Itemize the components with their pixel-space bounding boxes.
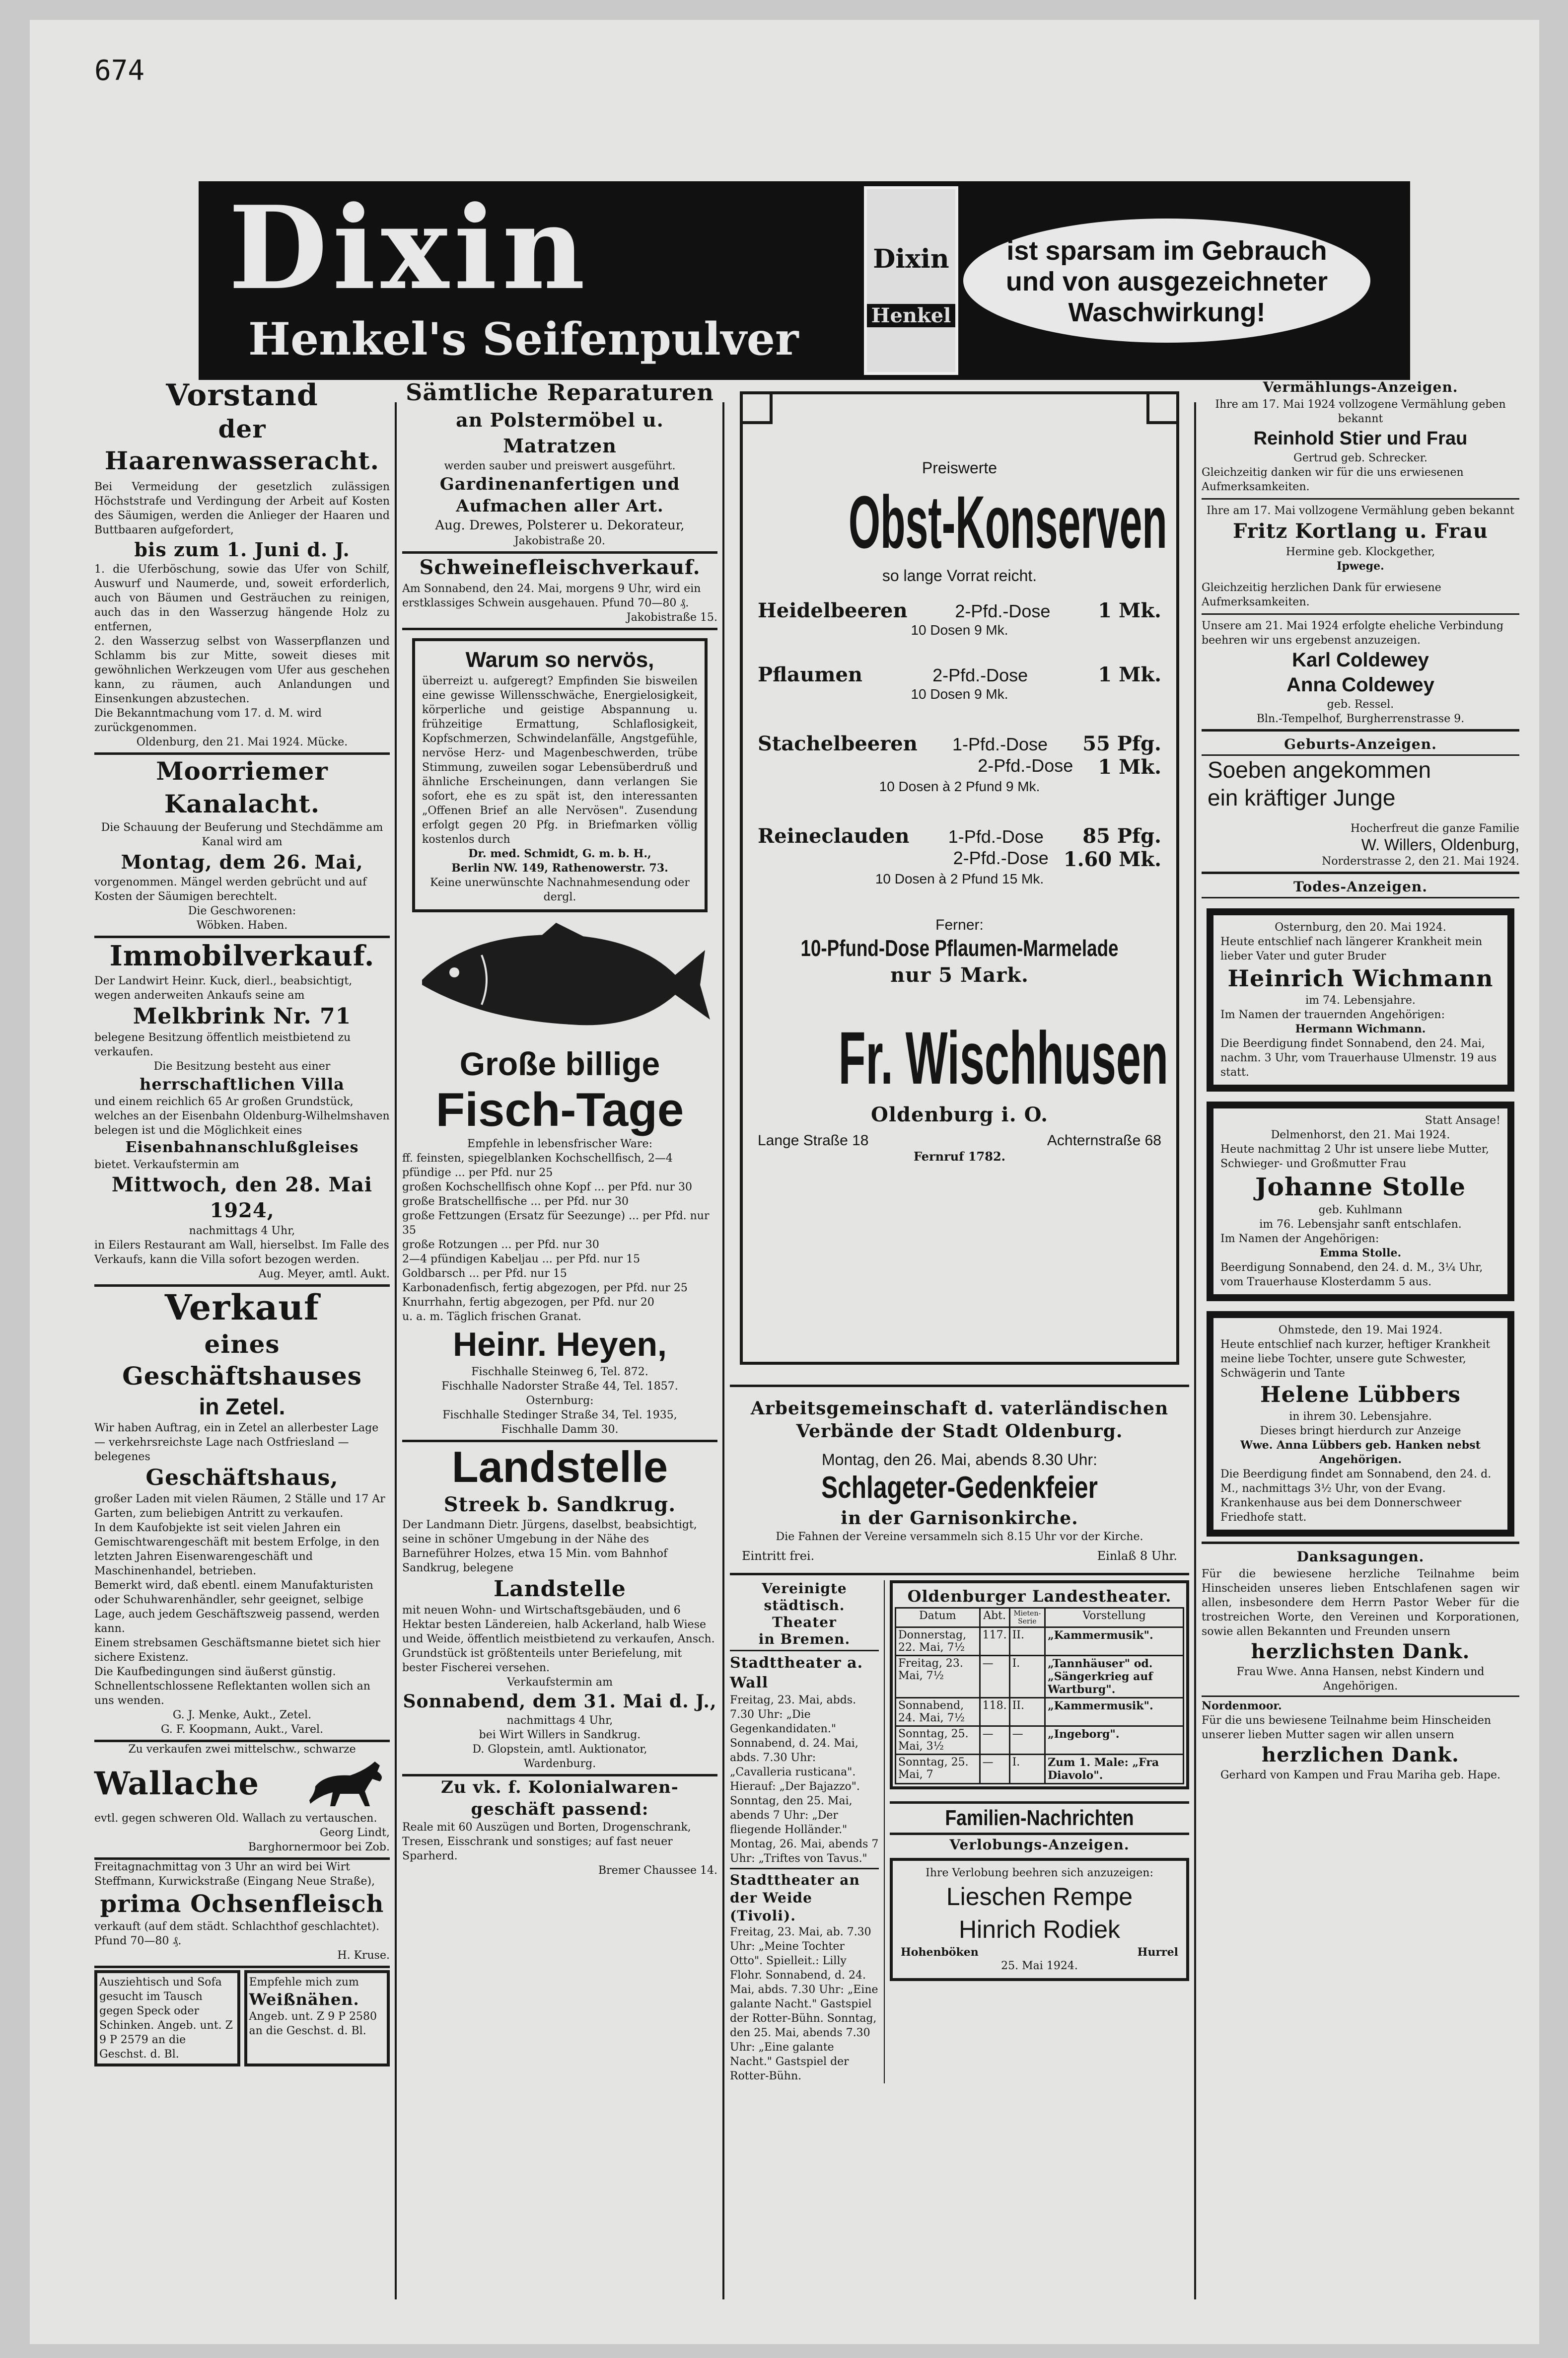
arb-event: Schlageter-Gedenkfeier: [821, 1471, 1098, 1505]
ausziehtisch-ad: Ausziehtisch und Sofa gesucht im Tausch gegen Speck oder Schinken. Angeb. unt. Z 9 P 2579 an die Geschst. d. Bl.: [94, 1970, 240, 2066]
verm3-address: Bln.-Tempelhof, Burgherrenstrasse 9.: [1256, 713, 1465, 725]
divider: [730, 1650, 879, 1651]
moor-date: Montag, dem 26. Mai,: [121, 851, 363, 873]
obst-title: Obst-Konserven: [848, 480, 1167, 564]
vorstand-heading-2: der Haarenwasseracht.: [104, 414, 380, 475]
verlobung-heading: Verlobungs-Anzeigen.: [949, 1837, 1130, 1853]
ochsen-body-2: verkauft (auf dem städt. Schlachthof geschlachtet). Pfund 70—80 ₰.: [94, 1920, 380, 1947]
vorstand-note: Die Bekanntmachung vom 17. d. M. wird zurückgenommen.: [94, 707, 322, 734]
heidel-size: 2-Pfd.-Dose: [955, 601, 1051, 621]
marmelade-line-2: nur 5 Mark.: [890, 963, 1029, 987]
immo-body-5: bietet. Verkaufstermin am: [94, 1159, 239, 1171]
bremen-theater: [730, 1580, 879, 2083]
immo-time: nachmittags 4 Uhr,: [189, 1225, 295, 1237]
tod1-mourn: Im Namen der trauernden Angehörigen:: [1220, 1009, 1445, 1021]
tod1-age: im 74. Lebensjahre.: [1305, 994, 1416, 1007]
heyen-line-5: Fischhalle Damm 30.: [501, 1423, 619, 1436]
horse-icon: [305, 1757, 390, 1811]
verm1-intro: Ihre am 17. Mai 1924 vollzogene Vermählung geben bekannt: [1215, 398, 1506, 425]
table-cell: II.: [1009, 1627, 1045, 1656]
tod2-body: Heute nachmittag 2 Uhr ist unsere liebe Mutter, Schwieger- und Großmutter Frau: [1220, 1143, 1489, 1170]
verm2-thanks: Gleichzeitig herzlichen Dank für erwiesene Aufmerksamkeiten.: [1202, 582, 1441, 608]
landstelle-body-2: mit neuen Wohn- und Wirtschaftsgebäuden, und 6 Hektar besten Ländereien, halb Ackerland, halb Wiese und Weide, öffentlich meistbietend zu verkaufen, Ansch. Grundstück ist größtenteils unter Beriefelung, mit bester Fischerei versehen.: [402, 1604, 715, 1674]
immo-body-4: und einem reichlich 65 Ar großen Grundstück, welches an der Eisenbahn Oldenburg-Wilhelmshaven belegen ist und die Möglichkeit eines: [94, 1096, 390, 1137]
bremen-heading-3: in Bremen.: [758, 1631, 851, 1647]
dixin-slogan-1: ist sparsam im Gebrauch: [1006, 236, 1327, 266]
vorstand-body: Bei Vermeidung der gesetzlich zulässigen Höchststrafe und Verdingung der Arbeit auf Kosten des Säumigen, werden die Anlieger der Haaren und Buttbaaren aufgefordert,: [94, 481, 390, 536]
verm1-nee: Gertrud geb. Schrecker.: [1293, 452, 1427, 464]
verkauf-signature-1: G. J. Menke, Aukt., Zetel.: [172, 1709, 312, 1721]
arbeitsgemeinschaft-ad: [730, 1387, 1189, 1573]
oldenburg-theater-box: [890, 1580, 1189, 1789]
divider: [1202, 1695, 1519, 1697]
geburt-line-2: ein kräftiger Junge: [1208, 785, 1396, 811]
obituary-luebbers: [1207, 1311, 1514, 1537]
table-cell: Sonntag, 25. Mai, 7: [896, 1755, 980, 1784]
verkauf-body-5: Einem strebsamen Geschäftsmanne bietet sich hier sichere Existenz.: [94, 1637, 380, 1664]
schwein-address: Jakobistraße 15.: [626, 611, 717, 624]
geburt-address: Norderstrasse 2, den 21. Mai 1924.: [1322, 855, 1519, 868]
small-ads-row: [94, 1970, 390, 2066]
verkauf-body-2: großer Laden mit vielen Räumen, 2 Ställe und 17 Ar Garten, zum beliebigen Antritt zu verkaufen.: [94, 1493, 385, 1520]
divider: [730, 1573, 1189, 1575]
vorstand-item-1: 1. die Uferböschung, sowie das Ufer von Schilf, Auswurf und Naumerde, und, soweit erforderlich, auch von Bäumen und Gesträuchen zu reinigen, auch das in den Wasserzug hängende Holz zu entfernen,: [94, 563, 390, 633]
tod3-age: in ihrem 30. Lebensjahre.: [1289, 1410, 1432, 1423]
dank2-place: Nordenmoor.: [1202, 1699, 1282, 1712]
tod1-sign: Hermann Wichmann.: [1295, 1023, 1426, 1035]
heidel-price: 1 Mk.: [1098, 599, 1161, 622]
weissnaehen-body: Angeb. unt. Z 9 P 2580 an die Geschst. d. Bl.: [249, 2010, 377, 2037]
table-cell: „Ingeborg".: [1045, 1726, 1184, 1755]
kolonial-body: Reale mit 60 Auszügen und Borten, Drogenschrank, Tresen, Eisschrank und sonstiges; auf fast neuer Sparherd.: [402, 1821, 691, 1862]
verlobung-intro: Ihre Verlobung beehren sich anzuzeigen:: [926, 1867, 1153, 1879]
verkauf-body: Wir haben Auftrag, ein in Zetel an allerbester Lage — verkehrsreichste Lage nach Ostfriesland — belegenes: [94, 1422, 379, 1463]
heidel-row: [758, 599, 1161, 622]
pflaumen-size: 2-Pfd.-Dose: [932, 665, 1028, 685]
fisch-item-9: Knurrhahn, fertig abgezogen, per Pfd. nur 20: [402, 1296, 654, 1309]
heyen-line-2: Fischhalle Nadorster Straße 44, Tel. 1857.: [441, 1380, 678, 1393]
immo-signature: Aug. Meyer, amtl. Aukt.: [258, 1268, 390, 1280]
divider: [94, 1966, 390, 1968]
moor-body: Die Schauung der Beuferung und Stechdämme am Kanal wird am: [101, 821, 383, 848]
tod3-sign: Wwe. Anna Lübbers geb. Hanken nebst Angehörigen.: [1240, 1439, 1481, 1466]
corner-ornament: [743, 394, 773, 424]
verm1-thanks: Gleichzeitig danken wir für die uns erwiesenen Aufmerksamkeiten.: [1202, 466, 1464, 493]
stachel-bulk: 10 Dosen à 2 Pfund 9 Mk.: [879, 779, 1040, 794]
geburt-heading: Geburts-Anzeigen.: [1284, 736, 1437, 752]
obst-konserven-ad: [740, 391, 1179, 1365]
verm2-nee: Hermine geb. Klockgether,: [1285, 546, 1435, 558]
table-cell: —: [1009, 1726, 1045, 1755]
verkauf-body-3: In dem Kaufobjekte ist seit vielen Jahren ein Gemischtwarengeschäft mit bestem Erfolge, in den letzten Jahren Eisenwarengeschäft und Maschinenhandel, betrieben.: [94, 1522, 380, 1577]
divider: [1202, 1542, 1519, 1544]
table-cell: I.: [1009, 1755, 1045, 1784]
heyen-line-3: Osternburg:: [526, 1395, 594, 1407]
tod1-body: Heute entschlief nach längerer Krankheit mein lieber Vater und guter Bruder: [1220, 936, 1483, 962]
wischhusen-addresses: [758, 1132, 1161, 1149]
stachel-size-1: 1-Pfd.-Dose: [952, 734, 1048, 754]
verkauf-place: in Zetel.: [199, 1394, 285, 1419]
landstelle-date: Sonnabend, dem 31. Mai d. J.,: [403, 1691, 717, 1712]
verm2-place: Ipwege.: [1337, 560, 1384, 573]
vermaehlung-heading: Vermählungs-Anzeigen.: [1263, 379, 1458, 395]
dixin-package-image: [864, 186, 958, 375]
reine-price-2: 1.60 Mk.: [1063, 848, 1161, 871]
page-number: 674: [94, 55, 145, 87]
verkauf-heading-1: Verkauf: [164, 1287, 320, 1328]
wallach-heading: Wallache: [94, 1765, 260, 1802]
reine-name: Reineclauden: [758, 824, 910, 848]
table-cell: Sonnabend, 24. Mai, 7½: [896, 1698, 980, 1726]
landstelle-heading-2: Landstelle: [494, 1576, 626, 1602]
reparaturen-signature: Aug. Drewes, Polsterer u. Dekorateur,: [435, 518, 685, 533]
wischhusen-phone: Fernruf 1782.: [913, 1149, 1005, 1164]
verm1-name: Reinhold Stier und Frau: [1253, 428, 1468, 449]
column-divider: [722, 402, 724, 2299]
table-row: [896, 1726, 1184, 1755]
divider: [402, 628, 717, 630]
verm3-name-1: Karl Coldewey: [1292, 649, 1429, 671]
dixin-slogan-2: und von ausgezeichneter: [1005, 267, 1328, 296]
divider: [1202, 729, 1519, 732]
arb-entry: Einlaß 8 Uhr.: [1097, 1549, 1177, 1563]
bremen-heading-1: Vereinigte: [762, 1580, 847, 1597]
dixin-package-maker: Henkel: [867, 304, 955, 327]
reine-row-2: [758, 848, 1161, 871]
immo-body-6: in Eilers Restaurant am Wall, hierselbst. Im Falle des Verkaufs, kann die Villa sofort bezogen werden.: [94, 1239, 389, 1266]
stachel-price-1: 55 Pfg.: [1082, 732, 1161, 755]
fisch-item-7: Goldbarsch ... per Pfd. nur 15: [402, 1267, 567, 1280]
landstelle-signature: D. Glopstein, amtl. Auktionator,: [472, 1743, 647, 1756]
heyen-heading: Heinr. Heyen,: [453, 1326, 667, 1363]
vorstand-signature: Oldenburg, den 21. Mai 1924. Mücke.: [136, 736, 348, 748]
obst-pretitle: Preiswerte: [922, 459, 998, 477]
verkauf-heading-2: eines Geschäftshauses: [122, 1329, 362, 1391]
obituary-wichmann: [1207, 908, 1514, 1092]
column-1: [94, 377, 390, 2066]
weissnaehen-heading: Weißnähen.: [249, 1990, 359, 2009]
immo-rail: Eisenbahnanschlußgleises: [125, 1139, 359, 1156]
table-row: [896, 1698, 1184, 1726]
theater-col-abt: Abt.: [980, 1608, 1009, 1627]
fisch-item-6: 2—4 pfündigen Kabeljau ... per Pfd. nur 15: [402, 1253, 641, 1265]
tod2-nee: geb. Kuhlmann: [1318, 1204, 1403, 1216]
fisch-item-2: großen Kochschellfisch ohne Kopf ... per Pfd. nur 30: [402, 1181, 692, 1193]
immo-villa: herrschaftlichen Villa: [140, 1075, 345, 1094]
table-cell: Zum 1. Male: „Fra Diavolo".: [1045, 1755, 1184, 1784]
stachel-price-2: 1 Mk.: [1098, 755, 1161, 779]
geburt-body: Hocherfreut die ganze Familie: [1350, 822, 1519, 835]
moor-signature-names: Wöbken. Haben.: [196, 919, 288, 932]
pflaumen-bulk: 10 Dosen 9 Mk.: [911, 686, 1008, 702]
reparaturen-address: Jakobistraße 20.: [514, 535, 606, 547]
ochsen-heading: prima Ochsenfleisch: [100, 1890, 384, 1918]
stachel-row-1: [758, 732, 1161, 755]
column-2: [402, 377, 717, 1878]
immo-body-2: belegene Besitzung öffentlich meistbietend zu verkaufen.: [94, 1032, 351, 1058]
heidel-bulk: 10 Dosen 9 Mk.: [911, 622, 1008, 638]
reine-size-1: 1-Pfd.-Dose: [948, 826, 1044, 847]
column-3: [730, 377, 1189, 2083]
tod2-name: Johanne Stolle: [1255, 1172, 1466, 1201]
verm3-nee: geb. Ressel.: [1327, 698, 1394, 711]
nervoes-company: Dr. med. Schmidt, G. m. b. H.,: [468, 847, 651, 860]
table-cell: „Tannhäuser" od. „Sängerkrieg auf Wartburg".: [1045, 1656, 1184, 1698]
wallach-body: evtl. gegen schweren Old. Wallach zu vertauschen.: [94, 1812, 377, 1825]
wallach-signature: Georg Lindt,: [319, 1827, 390, 1839]
fisch-item-1: ff. feinsten, spiegelblanken Kochschellfisch, 2—4 pfündige ... per Pfd. nur 25: [402, 1152, 673, 1179]
dank1-sign: Frau Wwe. Anna Hansen, nebst Kindern und Angehörigen.: [1236, 1666, 1485, 1693]
table-cell: I.: [1009, 1656, 1045, 1698]
geburt-name: W. Willers, Oldenburg,: [1361, 836, 1519, 854]
verm2-name: Fritz Kortlang u. Frau: [1233, 519, 1488, 543]
landstelle-body-3: bei Wirt Willers in Sandkrug.: [479, 1729, 641, 1741]
divider: [730, 1868, 879, 1869]
column-divider: [884, 1580, 885, 2083]
fischtage-intro: Empfehle in lebensfrischer Ware:: [467, 1138, 652, 1150]
tod1-funeral: Die Beerdigung findet Sonnabend, den 24. Mai, nachm. 3 Uhr, vom Trauerhause Ulmenstr. 19 aus statt.: [1220, 1037, 1497, 1079]
gardinen-heading-1: Gardinenanfertigen und: [439, 474, 680, 494]
immo-street: Melkbrink Nr. 71: [133, 1004, 352, 1029]
verm2-intro: Ihre am 17. Mai vollzogene Vermählung geben bekannt: [1207, 505, 1514, 517]
table-cell: Donnerstag, 22. Mai, 7½: [896, 1627, 980, 1656]
wallach-intro: Zu verkaufen zwei mittelschw., schwarze: [128, 1743, 356, 1756]
kolonial-heading-2: geschäft passend:: [471, 1799, 649, 1819]
divider: [1202, 498, 1519, 500]
newspaper-page: [30, 20, 1539, 2344]
landstelle-place: Streek b. Sandkrug.: [443, 1493, 676, 1516]
kolonial-heading-1: Zu vk. f. Kolonialwaren-: [441, 1777, 679, 1797]
ochsen-body: Freitagnachmittag von 3 Uhr an wird bei Wirt Steffmann, Kurwickstraße (Eingang Neue Straße),: [94, 1861, 375, 1888]
reine-row-1: [758, 824, 1161, 848]
verkauf-body-4: Bemerkt wird, daß ebentl. einem Manufakturisten oder Schuhwarenhändler, sehr geeignet, selbige Lage, auch jedem Geschäftszweig passend, werden kann.: [94, 1579, 380, 1635]
table-cell: „Kammermusik".: [1045, 1627, 1184, 1656]
verlobung-place-2: Hurrel: [1137, 1946, 1178, 1959]
stachel-row-2: [758, 755, 1161, 779]
tod1-date: Osternburg, den 20. Mai 1924.: [1275, 921, 1446, 934]
nervoes-address: Berlin NW. 149, Rathenowerstr. 73.: [451, 862, 668, 875]
obituary-stolle: [1207, 1102, 1514, 1301]
pflaumen-price: 1 Mk.: [1098, 663, 1161, 686]
ferner-label: Ferner:: [935, 917, 984, 933]
reine-bulk: 10 Dosen à 2 Pfund 15 Mk.: [875, 871, 1044, 886]
wischhusen-firm: Fr. Wischhusen: [838, 1016, 1168, 1100]
table-cell: Sonntag, 25. Mai, 3½: [896, 1726, 980, 1755]
moor-heading: Moorriemer Kanalacht.: [156, 756, 328, 818]
dank2-sign: Gerhard von Kampen und Frau Mariha geb. Hape.: [1220, 1769, 1501, 1781]
verlobung-date: 25. Mai 1924.: [1001, 1960, 1078, 1972]
verm3-intro: Unsere am 21. Mai 1924 erfolgte eheliche Verbindung beehren wir uns ergebenst anzuzeigen.: [1202, 620, 1504, 647]
tod2-sign: Emma Stolle.: [1319, 1247, 1402, 1259]
oldenburg-theater-area: [890, 1580, 1189, 2083]
reparaturen-heading-2: an Polstermöbel u. Matratzen: [456, 409, 664, 457]
tod3-name: Helene Lübbers: [1260, 1382, 1461, 1407]
landstelle-time: nachmittags 4 Uhr,: [506, 1714, 613, 1727]
theater-col-datum: Datum: [896, 1608, 980, 1627]
tod1-name: Heinrich Wichmann: [1227, 965, 1494, 992]
table-cell: 117.: [980, 1627, 1009, 1656]
theater-table-header: [896, 1608, 1184, 1627]
immo-heading: Immobilverkauf.: [109, 940, 375, 972]
nervoes-body: überreizt u. aufgeregt? Empfinden Sie bisweilen eine gewisse Willensschwäche, Energielosigkeit, körperliche und geistige Abspannung u. frühzeitige Ermattung, Schlaflosigkeit, Kopfschmerzen, Schwindelanfälle, Angstgefühle, nervöse Herz- und Magenbeschwerden, trübe Stimmung, zuweilen sogar Lebensüberdruß und ähnliche Erscheinungen, dann verlangen Sie sofort, ehe es zu spät ist, den interessanten „Offenen Brief an alle Nervösen". Zusendung erfolgt gegen 20 Pfg. in Briefmarken völlig kostenlos durch: [422, 675, 698, 846]
tod3-body-2: Dieses bringt hierdurch zur Anzeige: [1260, 1425, 1461, 1437]
arb-event-place: in der Garnisonkirche.: [841, 1508, 1078, 1529]
schwein-body: Am Sonnabend, den 24. Mai, morgens 9 Uhr, wird ein erstklassiges Schwein ausgehauen. Pfund 70—80 ₰.: [402, 583, 701, 609]
arb-free: Eintritt frei.: [742, 1549, 815, 1563]
arb-date: Montag, den 26. Mai, abends 8.30 Uhr:: [821, 1451, 1097, 1469]
arb-heading-1: Arbeitsgemeinschaft d. vaterländischen: [750, 1398, 1169, 1419]
wallach-heading-row: [94, 1757, 390, 1811]
pflaumen-name: Pflaumen: [758, 663, 863, 686]
vorstand-heading-1: Vorstand: [166, 378, 318, 413]
verm3-name-2: Anna Coldewey: [1286, 674, 1434, 696]
table-row: [896, 1656, 1184, 1698]
danksagung-heading: Danksagungen.: [1296, 1548, 1425, 1565]
tod2-head: Statt Ansage!: [1425, 1114, 1500, 1127]
verkauf-haus: Geschäftshaus,: [145, 1465, 339, 1490]
stachel-name: Stachelbeeren: [758, 732, 918, 755]
fisch-item-5: große Rotzungen ... per Pfd. nur 30: [402, 1239, 599, 1251]
weissnaehen-ad: [244, 1970, 390, 2066]
divider: [1202, 897, 1519, 898]
reine-size-2: 2-Pfd.-Dose: [953, 848, 1049, 868]
table-cell: —: [980, 1656, 1009, 1698]
table-cell: 118.: [980, 1698, 1009, 1726]
bremen-heading-2: städtisch. Theater: [764, 1597, 845, 1630]
heidel-name: Heidelbeeren: [758, 599, 908, 622]
weissnaehen-intro: Empfehle mich zum: [249, 1976, 359, 1989]
weide-theater-program: Freitag, 23. Mai, ab. 7.30 Uhr: „Meine Tochter Otto". Spielleit.: Lilly Flohr. Sonnabend, d. 24. Mai, abds. 7.30 Uhr: „Eine galante Nacht." Gastspiel der Rotter-Bühn. Sonntag, den 25. Mai, abends 7.30 Uhr: „Eine galante Nacht." Gastspiel der Rotter-Bühn.: [730, 1926, 878, 2082]
tod3-body: Heute entschlief nach kurzer, heftiger Krankheit meine liebe Tochter, unsere gute Schwester, Schwägerin und Tante: [1220, 1338, 1491, 1380]
table-cell: Freitag, 23. Mai, 7½: [896, 1656, 980, 1698]
heyen-line-1: Fischhalle Steinweg 6, Tel. 872.: [471, 1366, 648, 1378]
table-cell: II.: [1009, 1698, 1045, 1726]
nervoes-heading: Warum so nervös,: [465, 648, 654, 672]
landstelle-body: Der Landmann Dietr. Jürgens, daselbst, beabsichtigt, seine in schöner Umgebung in der Nähe des Barneführer Holzes, etwa 15 Min. vom Bahnhof Sandkrug, belegene: [402, 1519, 697, 1574]
verlobung-name-2: Hinrich Rodiek: [958, 1916, 1121, 1943]
address-right: Achternstraße 68: [1047, 1132, 1161, 1149]
column-divider: [1194, 402, 1196, 2299]
table-cell: „Kammermusik".: [1045, 1698, 1184, 1726]
arb-heading-2: Verbände der Stadt Oldenburg.: [796, 1421, 1123, 1442]
fischtage-heading-2: Fisch-Tage: [435, 1083, 684, 1136]
immo-body-3: Die Besitzung besteht aus einer: [153, 1060, 331, 1073]
vorstand-item-2: 2. den Wasserzug selbst von Wasserpflanzen und Schlamm bis zur Mitte, soweit dieses mit gewöhnlichen Werkzeugen vom Ufer aus geschehen kann, zu räumen, auch Anlandungen und Einsenkungen abzustechen.: [94, 635, 390, 705]
fisch-item-3: große Bratschellfische ... per Pfd. nur 30: [402, 1195, 629, 1208]
wischhusen-city: Oldenburg i. O.: [870, 1103, 1049, 1126]
immo-body: Der Landwirt Heinr. Kuck, dierl., beabsichtigt, wegen anderweiten Ankaufs seine am: [94, 975, 353, 1002]
corner-ornament: [1146, 394, 1176, 424]
divider: [1202, 613, 1519, 615]
theater-row: [730, 1580, 1189, 2083]
theater-col-vorstellung: Vorstellung: [1045, 1608, 1184, 1627]
stachel-size-2: 2-Pfd.-Dose: [978, 755, 1073, 776]
vorstand-deadline: bis zum 1. Juni d. J.: [134, 538, 350, 561]
theater-col-miete: Mieten-Serie: [1009, 1608, 1045, 1627]
tod3-date: Ohmstede, den 19. Mai 1924.: [1278, 1324, 1443, 1336]
reparaturen-heading-1: Sämtliche Reparaturen: [406, 379, 714, 406]
verkauf-body-6: Die Kaufbedingungen sind äußerst günstig. Schnellentschlossene Reflektanten wollen sich an uns wenden.: [94, 1666, 370, 1707]
nervoes-ad-box: [412, 638, 708, 912]
fisch-item-8: Karbonadenfisch, fertig abgezogen, per Pfd. nur 25: [402, 1282, 688, 1294]
obst-subtitle: so lange Vorrat reicht.: [882, 567, 1037, 585]
nervoes-footer: Keine unerwünschte Nachnahmesendung oder dergl.: [430, 877, 690, 903]
dixin-slogan-oval: [963, 219, 1370, 343]
verlobung-ad: [890, 1858, 1189, 1981]
landstelle-term: Verkaufstermin am: [507, 1676, 613, 1689]
verkauf-signature-2: G. F. Koopmann, Aukt., Varel.: [160, 1723, 324, 1736]
weide-theater-heading: Stadttheater an der Weide (Tivoli).: [730, 1872, 860, 1924]
immo-date: Mittwoch, den 28. Mai 1924,: [111, 1173, 373, 1222]
landstelle-heading: Landstelle: [451, 1442, 668, 1491]
moor-body-2: vorgenommen. Mängel werden gebrücht und auf Kosten der Säumigen berechtelt.: [94, 876, 367, 903]
tod2-mourn: Im Namen der Angehörigen:: [1220, 1233, 1379, 1245]
wallach-place: Barghornermoor bei Zob.: [248, 1841, 390, 1853]
ochsen-signature: H. Kruse.: [337, 1949, 390, 1962]
dixin-ad-banner: [199, 181, 1410, 380]
todes-heading: Todes-Anzeigen.: [1293, 879, 1427, 895]
gardinen-heading-2: Aufmachen aller Art.: [456, 496, 664, 516]
fisch-item-10: u. a. m. Täglich frischen Granat.: [402, 1311, 581, 1323]
moor-signature-label: Die Geschworenen:: [188, 905, 296, 917]
divider: [1202, 872, 1519, 874]
fischtage-heading-1: Große billige: [459, 1045, 660, 1082]
fisch-item-4: große Fettzungen (Ersatz für Seezunge) ... per Pfd. nur 35: [402, 1210, 710, 1237]
fish-icon: [407, 920, 715, 1044]
theater-title: Oldenburger Landestheater.: [907, 1587, 1172, 1606]
arb-body: Die Fahnen der Vereine versammeln sich 8.15 Uhr vor der Kirche.: [776, 1531, 1143, 1543]
table-row: [896, 1755, 1184, 1784]
table-cell: —: [980, 1726, 1009, 1755]
reine-price-1: 85 Pfg.: [1082, 824, 1161, 848]
arb-footer: [742, 1549, 1177, 1563]
heyen-line-4: Fischhalle Stedinger Straße 34, Tel. 1935,: [442, 1409, 677, 1421]
kolonial-address: Bremer Chaussee 14.: [598, 1864, 717, 1877]
dixin-brand: Dixin: [228, 181, 590, 315]
geburt-line-1: Soeben angekommen: [1208, 757, 1431, 783]
dixin-slogan-3: Waschwirkung!: [1068, 297, 1266, 327]
column-divider: [395, 402, 397, 2299]
table-row: [896, 1627, 1184, 1656]
dank2-body: Für die uns bewiesene Teilnahme beim Hinscheiden unserer lieben Mutter sagen wir allen unsern: [1202, 1714, 1492, 1741]
verlobung-place-1: Hohenböken: [901, 1946, 979, 1959]
tod2-date: Delmenhorst, den 21. Mai 1924.: [1271, 1129, 1450, 1141]
dixin-subtitle: Henkel's Seifenpulver: [248, 313, 799, 366]
landstelle-place-2: Wardenburg.: [523, 1758, 596, 1770]
wall-theater-heading: Stadttheater a. Wall: [730, 1654, 863, 1692]
schwein-heading: Schweinefleischverkauf.: [419, 556, 701, 579]
tod2-funeral: Beerdigung Sonnabend, den 24. d. M., 3¼ Uhr, vom Trauerhause Klosterdamm 5 aus.: [1220, 1261, 1483, 1288]
familien-heading: Familien-Nachrichten: [945, 1806, 1134, 1830]
tod3-funeral: Die Beerdigung findet am Sonnabend, den 24. d. M., nachmittags 3½ Uhr, von der Evang. Krankenhause aus bei dem Donnerschweer Friedhofe statt.: [1220, 1468, 1492, 1524]
dank1-title: herzlichsten Dank.: [1251, 1640, 1470, 1663]
verlobung-places: [901, 1946, 1178, 1959]
wall-theater-program: Freitag, 23. Mai, abds. 7.30 Uhr: „Die Gegenkandidaten." Sonnabend, d. 24. Mai, abds. 7.30 Uhr: „Cavalleria rusticana". Hierauf: „Der Bajazzo". Sonntag, den 25. Mai, abends 7 Uhr: „Der fliegende Holländer." Montag, 26. Mai, abends 7 Uhr: „Triftes von Tavus.": [730, 1694, 879, 1865]
theater-table: [895, 1607, 1184, 1784]
dixin-package-brand: Dixin: [873, 244, 949, 274]
dank1-body: Für die bewiesene herzliche Teilnahme beim Hinscheiden unseres lieben Entschlafenen sagen wir allen, insbesondere dem Herrn Pastor Weber für die trostreichen Worte, den Vereinen und Korporationen, sowie allen Bekannten und Freunden unsern: [1202, 1568, 1519, 1638]
reparaturen-body: werden sauber und preiswert ausgeführt.: [444, 460, 676, 472]
pflaumen-row: [758, 663, 1161, 686]
dank2-title: herzlichen Dank.: [1262, 1743, 1459, 1767]
column-4: [1202, 377, 1519, 1782]
tod2-age: im 76. Lebensjahr sanft entschlafen.: [1259, 1218, 1462, 1231]
verlobung-name-1: Lieschen Rempe: [946, 1883, 1133, 1911]
marmelade-line-1: 10-Pfund-Dose Pflaumen-Marmelade: [800, 935, 1119, 961]
table-cell: —: [980, 1755, 1009, 1784]
address-left: Lange Straße 18: [758, 1132, 869, 1149]
